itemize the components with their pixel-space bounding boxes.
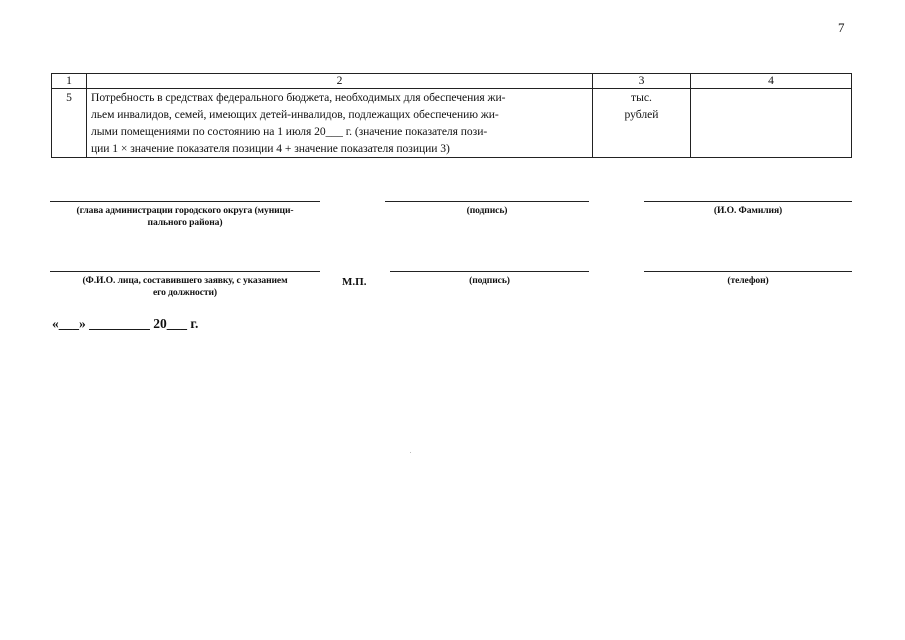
caption-line: пального района) [147, 217, 223, 228]
description-line: Потребность в средствах федерального бюджета, необходимых для обеспечения жи- [91, 91, 506, 104]
row-value [691, 89, 852, 158]
header-col-2: 2 [87, 74, 593, 89]
author-caption [50, 275, 320, 299]
caption-line: его должности) [152, 287, 218, 298]
phone-caption: (телефон) [727, 275, 769, 286]
row-unit [593, 89, 691, 158]
scan-speck [410, 452, 411, 453]
page-number: 7 [838, 20, 845, 35]
unit-line: тыс. [631, 91, 652, 104]
needs-table [51, 73, 852, 158]
stamp-label: М.П. [342, 276, 367, 288]
head-caption [50, 205, 320, 229]
table-header-row [52, 74, 852, 89]
header-col-1: 1 [52, 74, 87, 89]
signature-line-2 [390, 271, 589, 272]
author-line [50, 271, 320, 272]
header-col-4: 4 [691, 74, 852, 89]
row-description [87, 89, 593, 158]
signature-caption-1: (подпись) [466, 205, 508, 216]
caption-line: (Ф.И.О. лица, составившего заявку, с указанием [82, 275, 288, 286]
header-col-3: 3 [593, 74, 691, 89]
head-signature-line [50, 201, 320, 202]
name-line [644, 201, 852, 202]
unit-line: рублей [624, 108, 659, 121]
signature-caption-2: (подпись) [469, 275, 510, 286]
name-caption: (И.О. Фамилия) [713, 205, 783, 216]
phone-line [644, 271, 852, 272]
signature-line-1 [385, 201, 589, 202]
description-line: льем инвалидов, семей, имеющих детей-инвалидов, подлежащих обеспечению жи- [91, 108, 499, 121]
table-row [52, 89, 852, 158]
caption-line: (глава администрации городского округа (муници- [76, 205, 294, 216]
date-line: «___» _________ 20___ г. [52, 316, 199, 331]
description-line: ции 1 × значение показателя позиции 4 + значение показателя позиции 3) [91, 142, 450, 155]
row-number: 5 [52, 89, 87, 158]
description-line: лыми помещениями по состоянию на 1 июля 20___ г. (значение показателя пози- [91, 125, 488, 138]
